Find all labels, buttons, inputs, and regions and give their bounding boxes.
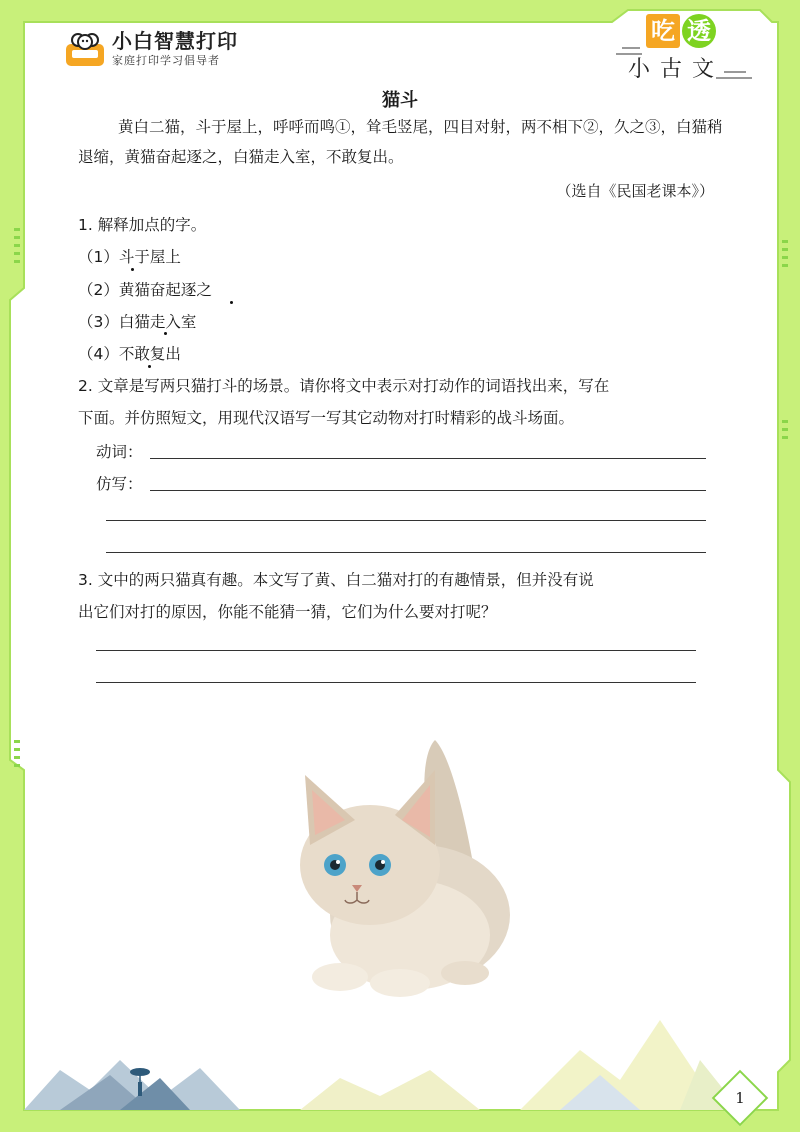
brand-char-1: 吃	[646, 14, 680, 48]
emphasis-dot	[148, 365, 151, 368]
logo-tagline: 家庭打印学习倡导者	[112, 54, 220, 67]
emphasis-dot	[131, 268, 134, 271]
question-1-item-2: （2）黄猫奋起逐之	[78, 281, 212, 299]
kitten-illustration	[290, 735, 520, 1005]
question-2-prompt-line-1: 2. 文章是写两只猫打斗的场景。请你将文中表示对打动作的词语找出来，写在	[78, 377, 610, 395]
logo-name: 小白智慧打印	[112, 29, 238, 53]
logo-icon	[64, 30, 106, 68]
imitation-answer-line-1[interactable]	[150, 490, 706, 491]
logo	[64, 30, 238, 68]
question-3-answer-line-2[interactable]	[96, 682, 696, 683]
emphasis-dot	[230, 301, 233, 304]
page-title: 猫斗	[382, 90, 418, 111]
brand-subtitle: 小古文	[628, 57, 725, 82]
question-1-item-3: （3）白猫走入室	[78, 313, 197, 331]
imitation-answer-line-2[interactable]	[106, 520, 706, 521]
passage-text: 黄白二猫，斗于屋上，呼呼而鸣①，耸毛竖尾，四目对射，两不相下②，久之③，白猫稍退缩，黄猫奋起逐之，白猫走入室，不敢复出。	[78, 118, 723, 166]
series-brand	[616, 8, 756, 88]
verb-answer-line[interactable]	[150, 458, 706, 459]
question-3-answer-line-1[interactable]	[96, 650, 696, 651]
question-3-prompt-line-1: 3. 文中的两只猫真有趣。本文写了黄、白二猫对打的有趣情景，但并没有说	[78, 571, 594, 589]
question-1-prompt: 1. 解释加点的字。	[78, 216, 207, 234]
emphasis-dot	[164, 332, 167, 335]
imitation-answer-line-3[interactable]	[106, 552, 706, 553]
question-3-prompt-line-2: 出它们对打的原因，你能不能猜一猜，它们为什么要对打呢？	[78, 603, 497, 621]
question-1-item-4: （4）不敢复出	[78, 345, 181, 363]
passage-source: （选自《民国老课本》）	[556, 182, 714, 200]
brand-char-2: 透	[682, 14, 716, 48]
question-1-item-1: （1）斗于屋上	[78, 248, 181, 266]
question-2-prompt-line-2: 下面。并仿照短文，用现代汉语写一写其它动物对打时精彩的战斗场面。	[78, 409, 575, 427]
verb-label: 动词：	[96, 443, 143, 461]
page-number: 1	[735, 1089, 745, 1107]
imitation-label: 仿写：	[96, 475, 143, 493]
